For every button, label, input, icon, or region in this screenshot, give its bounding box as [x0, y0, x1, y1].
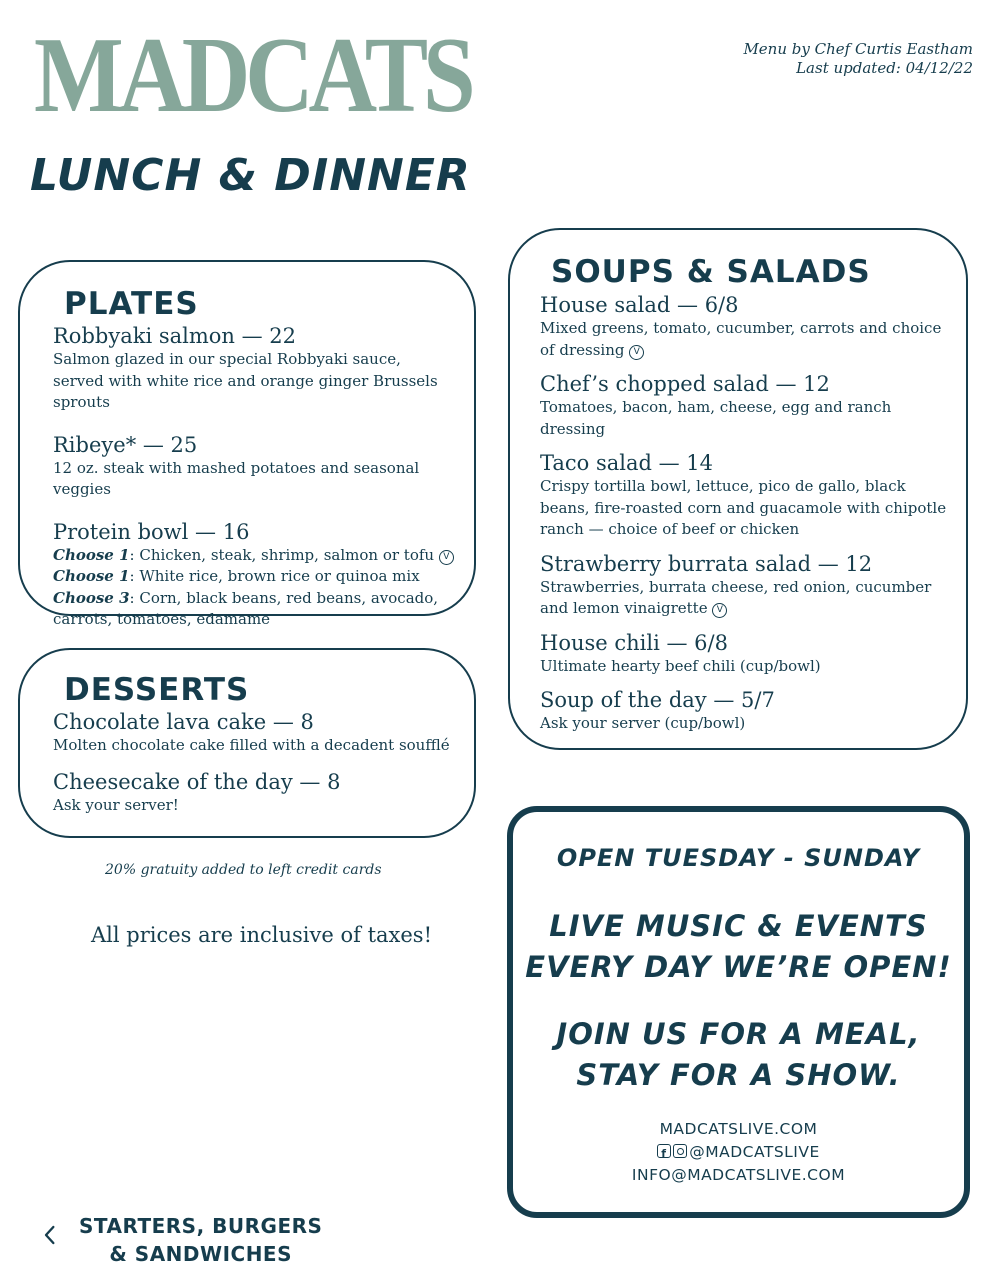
soups-salads-heading: SOUPS & SALADS [551, 254, 871, 290]
menu-credits [743, 40, 973, 78]
email-link[interactable]: INFO@MADCATSLIVE.COM [631, 1166, 846, 1184]
item-description: Tomatoes, bacon, ham, cheese, egg and ranch dressing [540, 398, 892, 438]
open-days: OPEN TUESDAY - SUNDAY [556, 844, 921, 872]
item-description: Salmon glazed in our special Robbyaki sauce, served with white rice and orange ginger Brussels sprouts [53, 350, 438, 411]
prev-page-line-1: STARTERS, BURGERS [79, 1214, 323, 1238]
choice-label: Choose 1 [53, 545, 130, 564]
join-line-2: STAY FOR A SHOW. [576, 1058, 901, 1092]
item-description: Molten chocolate cake filled with a decadent soufflé [53, 736, 450, 754]
item-name: Strawberry burrata salad — 12 [540, 551, 873, 576]
live-music-text [513, 906, 964, 988]
item-description: Ask your server (cup/bowl) [540, 714, 746, 732]
page-title: LUNCH & DINNER [30, 150, 471, 201]
item-description-text: Strawberries, burrata cheese, red onion, cucumber and lemon vinaigrette [540, 577, 932, 617]
item-description [540, 318, 950, 361]
chevron-left-icon[interactable] [40, 1225, 60, 1245]
item-name: Soup of the day — 5/7 [540, 688, 775, 712]
website-link[interactable]: MADCATSLIVE.COM [659, 1120, 818, 1138]
item-name: Taco salad — 14 [540, 451, 714, 475]
vegetarian-icon: V [439, 550, 454, 565]
prev-page-link[interactable] [79, 1212, 322, 1268]
social-handle[interactable] [513, 1141, 964, 1164]
live-line-2: EVERY DAY WE’RE OPEN! [525, 950, 952, 984]
choice-line [53, 588, 456, 631]
instagram-icon [673, 1144, 687, 1158]
last-updated: Last updated: 04/12/22 [796, 59, 973, 77]
plates-section [18, 260, 476, 628]
item-description: Crispy tortilla bowl, lettuce, pico de gallo, black beans, fire-roasted corn and guacamole with chipotle ranch — choice of beef or chicken [540, 477, 947, 538]
facebook-icon [657, 1144, 671, 1158]
contact-block [513, 1118, 964, 1187]
choice-text: : Corn, black beans, red beans, avocado, carrots, tomatoes, edamame [53, 588, 439, 628]
join-us-text [513, 1014, 964, 1096]
menu-item [53, 769, 456, 817]
menu-item [540, 630, 950, 678]
menu-item [53, 709, 456, 757]
plates-heading: PLATES [64, 286, 199, 322]
item-description: Ultimate hearty beef chili (cup/bowl) [540, 656, 821, 675]
item-name: Protein bowl — 16 [53, 519, 250, 544]
menu-item [53, 432, 456, 501]
taxes-note: All prices are inclusive of taxes! [91, 923, 433, 947]
item-name: House chili — 6/8 [540, 630, 728, 655]
vegetarian-icon: V [712, 603, 727, 618]
prev-page-line-2: & SANDWICHES [109, 1242, 293, 1266]
gratuity-note: 20% gratuity added to left credit cards [105, 862, 382, 878]
chef-credit: Menu by Chef Curtis Eastham [743, 40, 973, 58]
menu-item [53, 519, 456, 631]
item-name: Chocolate lava cake — 8 [53, 710, 314, 734]
madcats-logo: MADCATS [34, 16, 471, 135]
menu-item [540, 292, 950, 361]
choice-text: : Chicken, steak, shrimp, salmon or tofu [129, 545, 435, 564]
item-description: 12 oz. steak with mashed potatoes and seasonal veggies [53, 458, 420, 498]
info-box [507, 806, 970, 1218]
item-name: Robbyaki salmon — 22 [53, 324, 297, 348]
menu-item [540, 450, 950, 541]
menu-item [540, 687, 950, 735]
desserts-section [18, 648, 476, 838]
choice-label: Choose 1 [53, 567, 130, 585]
item-name: House salad — 6/8 [540, 293, 739, 317]
item-name: Chef’s chopped salad — 12 [540, 372, 830, 396]
choice-line [53, 566, 456, 588]
menu-item [53, 323, 456, 414]
menu-item [540, 551, 950, 620]
choice-line [53, 545, 456, 567]
choice-text: : White rice, brown rice or quinoa mix [129, 567, 420, 585]
vegetarian-icon: V [629, 345, 644, 360]
join-line-1: JOIN US FOR A MEAL, [556, 1017, 921, 1051]
item-description [540, 577, 950, 620]
item-description-text: Mixed greens, tomato, cucumber, carrots and choice of dressing [540, 319, 942, 359]
soups-salads-section [508, 228, 968, 750]
social-handle-text: @MADCATSLIVE [689, 1143, 820, 1161]
live-line-1: LIVE MUSIC & EVENTS [549, 909, 928, 943]
menu-item [540, 371, 950, 440]
item-name: Cheesecake of the day — 8 [53, 769, 341, 794]
choice-label: Choose 3 [53, 588, 130, 607]
item-name: Ribeye* — 25 [53, 432, 198, 457]
item-description: Ask your server! [53, 795, 179, 814]
desserts-heading: DESSERTS [64, 672, 250, 708]
